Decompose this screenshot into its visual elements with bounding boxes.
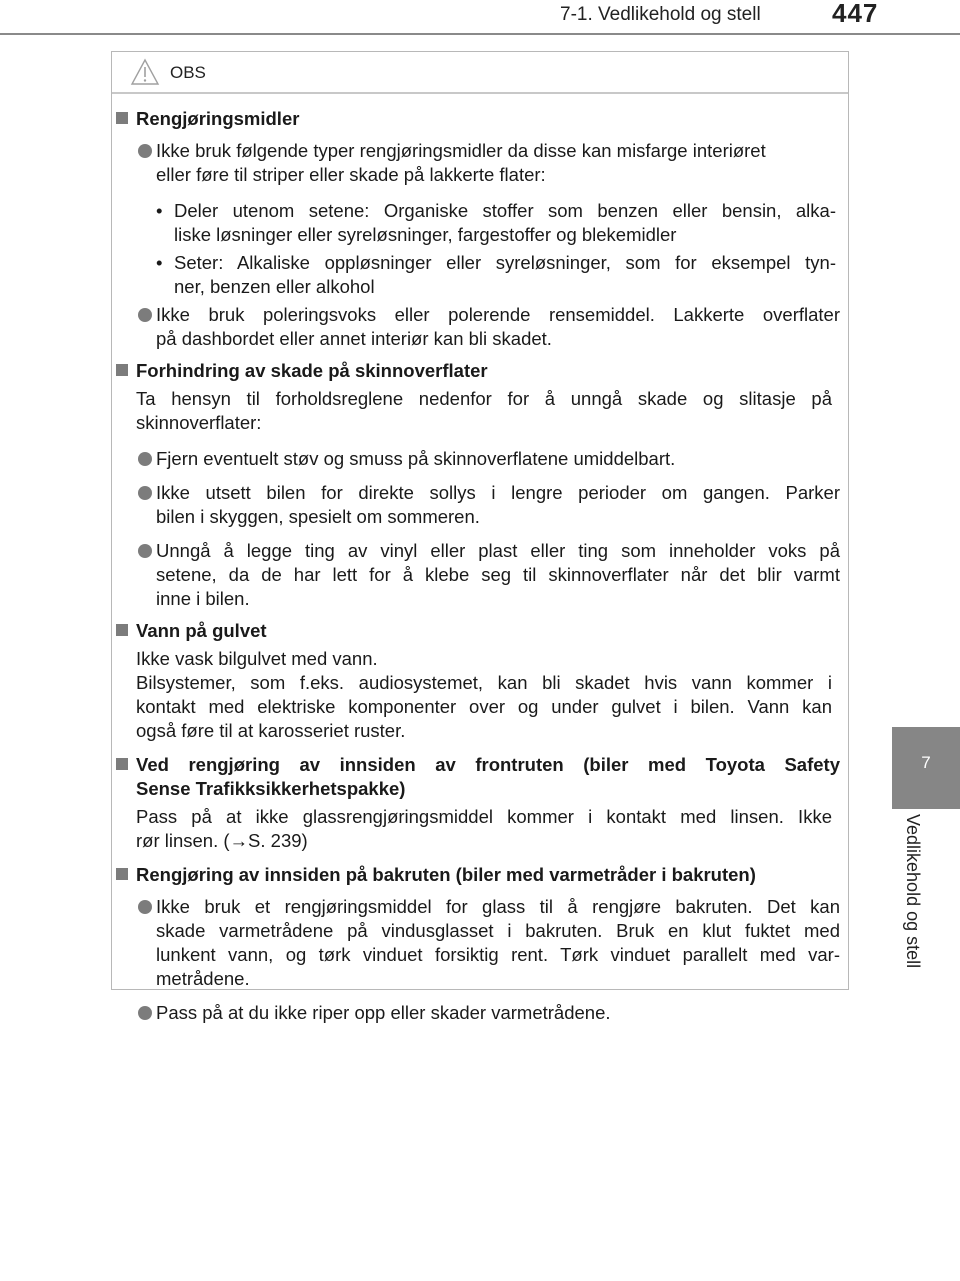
- text-line: også føre til at karosseriet ruster.: [136, 720, 406, 741]
- paragraph: [112, 805, 848, 853]
- obs-label: OBS: [170, 63, 206, 82]
- square-bullet-icon: [116, 868, 128, 880]
- chapter-tab: [892, 727, 960, 809]
- square-bullet-icon: [116, 758, 128, 770]
- section-heading: [112, 863, 848, 887]
- header-divider: [0, 33, 960, 35]
- square-bullet-icon: [116, 364, 128, 376]
- text-line: Seter: Alkaliske oppløsninger eller syreløsninger, som for eksempel tyn-: [174, 252, 836, 273]
- text-line: ner, benzen eller alkohol: [174, 276, 375, 297]
- list-item: [112, 303, 848, 351]
- text-fragment: rør linsen. (: [136, 830, 230, 851]
- list-item: [112, 139, 848, 187]
- obs-header: [112, 52, 848, 94]
- circle-bullet-icon: [138, 1006, 152, 1020]
- arrow-right-icon: →: [229, 830, 249, 851]
- text-line: liske løsninger eller syreløsninger, fargestoffer og blekemidler: [174, 224, 677, 245]
- text-line: Ikke bruk følgende typer rengjøringsmidler da disse kan misfarge interiøret: [156, 140, 766, 161]
- dot-bullet: •: [156, 200, 163, 221]
- page-number: 447: [832, 0, 879, 28]
- text-line: på dashbordet eller annet interiør kan bli skadet.: [156, 328, 552, 349]
- paragraph: [112, 387, 848, 435]
- chapter-side-label: Vedlikehold og stell: [903, 814, 923, 969]
- text-line: bilen i skyggen, spesielt om sommeren.: [156, 506, 480, 527]
- text-line: skinnoverflater:: [136, 412, 262, 433]
- circle-bullet-icon: [138, 544, 152, 558]
- page-reference: S. 239): [248, 830, 308, 851]
- chapter-title: 7-1. Vedlikehold og stell: [560, 4, 761, 25]
- section-heading: [112, 107, 848, 131]
- text-line: eller føre til striper eller skade på lakkerte flater:: [156, 164, 546, 185]
- section-title: Rengjøring av innsiden på bakruten (biler med varmetråder i bakruten): [136, 864, 756, 885]
- section-heading: [112, 619, 848, 643]
- section-heading: [112, 359, 848, 383]
- section-title: Forhindring av skade på skinnoverflater: [136, 360, 488, 381]
- circle-bullet-icon: [138, 308, 152, 322]
- text-line: Fjern eventuelt støv og smuss på skinnoverflatene umiddelbart.: [156, 448, 676, 469]
- list-item: [112, 447, 848, 471]
- text-line: Unngå å legge ting av vinyl eller plast eller ting som inneholder voks på: [156, 540, 840, 561]
- circle-bullet-icon: [138, 900, 152, 914]
- text-line: kontakt med elektriske komponenter over og under gulvet i bilen. Vann kan: [136, 696, 832, 717]
- text-line: Ta hensyn til forholdsreglene nedenfor for å unngå skade og slitasje på: [136, 388, 832, 409]
- text-line: metrådene.: [156, 968, 250, 989]
- text-line: inne i bilen.: [156, 588, 250, 609]
- text-line: skade varmetrådene på vindusglasset i bakruten. Bruk en klut fuktet med: [156, 920, 840, 941]
- list-item: [112, 895, 848, 991]
- text-line: [136, 829, 832, 853]
- paragraph: [112, 647, 848, 743]
- circle-bullet-icon: [138, 452, 152, 466]
- square-bullet-icon: [116, 112, 128, 124]
- list-item: [112, 539, 848, 611]
- text-line: Pass på at du ikke riper opp eller skader varmetrådene.: [156, 1002, 611, 1023]
- obs-content: [112, 107, 848, 1025]
- chapter-tab-number: 7: [921, 753, 931, 772]
- text-line: Pass på at ikke glassrengjøringsmiddel kommer i kontakt med linsen. Ikke: [136, 806, 832, 827]
- text-line: Bilsystemer, som f.eks. audiosystemet, kan bli skadet hvis vann kommer i: [136, 672, 832, 693]
- warning-triangle-icon: [130, 58, 160, 91]
- text-line: Deler utenom setene: Organiske stoffer som benzen eller bensin, alka-: [174, 200, 836, 221]
- section-title-line: Ved rengjøring av innsiden av frontruten (biler med Toyota Safety: [136, 754, 840, 775]
- circle-bullet-icon: [138, 486, 152, 500]
- section-title: Vann på gulvet: [136, 620, 267, 641]
- text-line: setene, da de har lett for å klebe seg til skinnoverflater når det blir varmt: [156, 564, 840, 585]
- obs-notice-box: [111, 51, 849, 1023]
- text-line: Ikke utsett bilen for direkte sollys i lengre perioder om gangen. Parker: [156, 482, 840, 503]
- text-line: Ikke bruk poleringsvoks eller polerende rensemiddel. Lakkerte overflater: [156, 304, 840, 325]
- circle-bullet-icon: [138, 144, 152, 158]
- text-line: lunkent vann, og tørk vinduet forsiktig rent. Tørk vinduet parallelt med var-: [156, 944, 840, 965]
- text-line: Ikke bruk et rengjøringsmiddel for glass til å rengjøre bakruten. Det kan: [156, 896, 840, 917]
- square-bullet-icon: [116, 624, 128, 636]
- dot-bullet: •: [156, 252, 163, 273]
- sub-list-item: [112, 199, 848, 247]
- section-heading: [112, 753, 848, 801]
- sub-list-item: [112, 251, 848, 299]
- section-title: Rengjøringsmidler: [136, 108, 300, 129]
- section-title-line: Sense Trafikksikkerhetspakke): [136, 778, 406, 799]
- text-line: Ikke vask bilgulvet med vann.: [136, 648, 378, 669]
- list-item: [112, 481, 848, 529]
- list-item: [112, 1001, 848, 1025]
